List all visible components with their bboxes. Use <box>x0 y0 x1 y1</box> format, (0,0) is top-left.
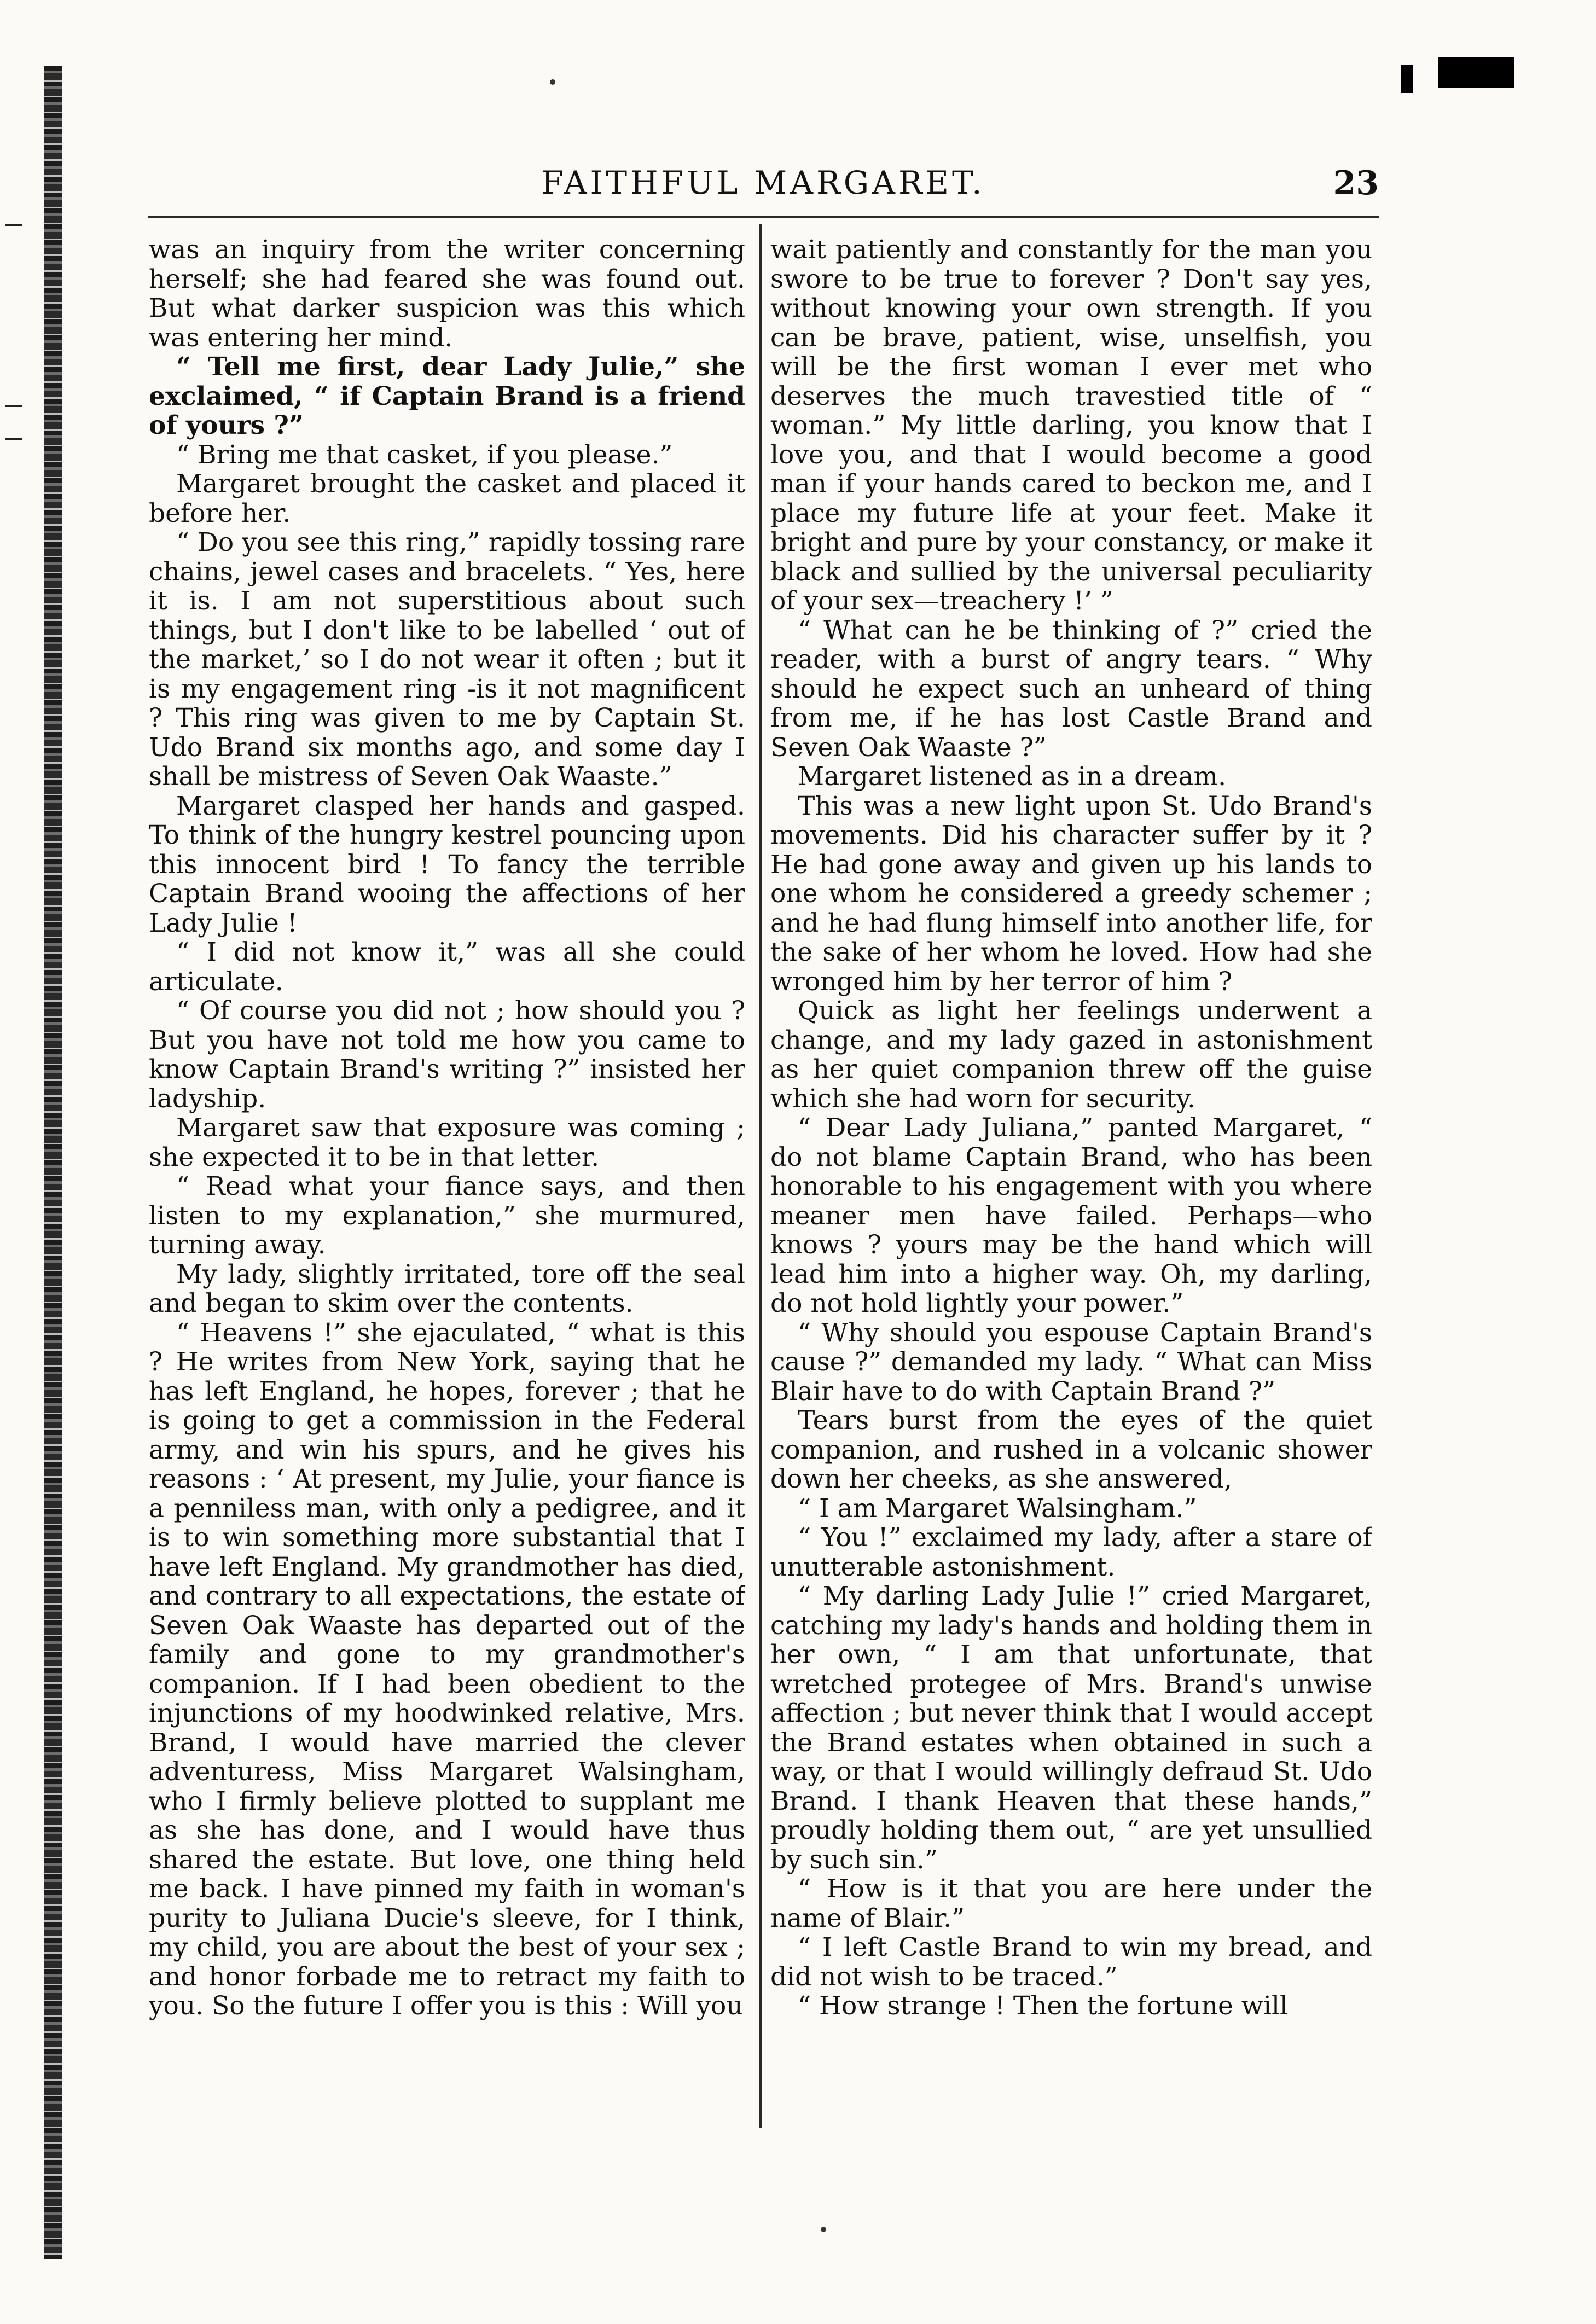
paragraph: “ Do you see this ring,” rapidly tossing rare chains, jewel cases and bracelets. “ Yes, here it is. I am not superstitious about such things, but I don't like to be labelled ‘ out of the market,’ so I do not wear it often ; but it is my engagement ring -is it not magnificent ? This ring was given to me by Captain St. Udo Brand six months ago, and some day I shall be mistress of Seven Oak Waaste.” <box>149 527 745 792</box>
margin-tick <box>5 438 22 440</box>
header-rule <box>148 216 1379 218</box>
right-column <box>770 235 1372 2128</box>
scan-mark <box>1438 57 1514 88</box>
paragraph: “ You !” exclaimed my lady, after a stare of unutterable astonishment. <box>770 1523 1372 1582</box>
paragraph: “ I am Margaret Walsingham.” <box>798 1493 1197 1524</box>
scan-speck <box>821 2227 826 2232</box>
paragraph: “ How strange ! Then the fortune will <box>798 1991 1289 2021</box>
page-number: 23 <box>1333 164 1379 202</box>
paragraph: Tears burst from the eyes of the quiet companion, and rushed in a volcanic shower down her cheeks, as she answered, <box>770 1405 1372 1494</box>
paragraph: Margaret brought the casket and placed it before her. <box>149 469 745 528</box>
paragraph: “ What can he be thinking of ?” cried the reader, with a burst of angry tears. “ Why should he expect such an unheard of thing from me, if he has lost Castle Brand and Seven Oak Waaste ?” <box>770 615 1372 763</box>
paragraph: “ Heavens !” she ejaculated, “ what is this ? He writes from New York, saying that he has left England, he hopes, forever ; that he is going to get a commission in the Federal army, and win his spurs, and he gives his reasons : ‘ At present, my Julie, your fiance is a penniless man, with only a pedigree, and it is to win something more substantial that I have left England. My grandmother has died, and contrary to all expectations, the estate of Seven Oak Waaste has departed out of the family and gone to my grandmother's companion. If I had been obedient to the injunctions of my hoodwinked relative, Mrs. Brand, I would have married the clever adventuress, Miss Margaret Walsingham, who I firmly believe plotted to supplant me as she has done, and I would have thus shared the estate. But love, one thing held me back. I have pinned my faith in woman's purity to Juliana Ducie's sleeve, for I think, my child, you are about the best of your sex ; and honor forbade me to retract my faith to you. So the future I offer you is this : Will you <box>149 1317 745 2021</box>
column-rule <box>759 224 762 2128</box>
margin-tick <box>5 224 22 226</box>
paragraph: “ Bring me that casket, if you please.” <box>176 439 673 470</box>
page-header <box>148 164 1379 213</box>
running-title: FAITHFUL MARGARET. <box>541 164 985 201</box>
paragraph: “ Of course you did not ; how should you ? But you have not told me how you came to know Captain Brand's writing ?” insisted her ladyship. <box>149 996 745 1114</box>
paragraph: Margaret listened as in a dream. <box>798 762 1227 792</box>
paragraph: Margaret clasped her hands and gasped. To think of the hungry kestrel pouncing upon this innocent bird ! To fancy the terrible Captain Brand wooing the affections of her Lady Julie ! <box>149 791 745 938</box>
paragraph: Quick as light her feelings underwent a change, and my lady gazed in astonishment as her quiet companion threw off the guise which she had worn for security. <box>770 996 1372 1114</box>
paragraph: “ Dear Lady Juliana,” panted Margaret, “ do not blame Captain Brand, who has been honorable to his engagement with you where meaner men have failed. Perhaps—who knows ? yours may be the hand which will lead him into a higher way. Oh, my darling, do not hold lightly your power.” <box>770 1113 1372 1318</box>
paragraph: “ My darling Lady Julie !” cried Margaret, catching my lady's hands and holding them in her own, “ I am that unfortunate, that wretched protegee of Mrs. Brand's unwise affection ; but never think that I would accept the Brand estates when obtained in such a way, or that I would willingly defraud St. Udo Brand. I thank Heaven that these hands,” proudly holding them out, “ are yet unsullied by such sin.” <box>770 1581 1372 1875</box>
paragraph: “ Tell me first, dear Lady Julie,” she exclaimed, “ if Captain Brand is a friend of yours ?” <box>149 352 745 440</box>
paragraph: This was a new light upon St. Udo Brand's movements. Did his character suffer by it ? He had gone away and given up his lands to one whom he considered a greedy schemer ; and he had flung himself into another life, for the sake of her whom he loved. How had she wronged him by her terror of him ? <box>770 791 1372 997</box>
scan-speck <box>550 79 555 85</box>
paragraph: “ Why should you espouse Captain Brand's cause ?” demanded my lady. “ What can Miss Blair have to do with Captain Brand ?” <box>770 1317 1372 1407</box>
paragraph: “ Read what your fiance says, and then listen to my explanation,” she murmured, turning away. <box>149 1171 745 1260</box>
binding-edge <box>44 66 62 2259</box>
paragraph: “ I did not know it,” was all she could articulate. <box>149 937 745 997</box>
paragraph: wait patiently and constantly for the man you swore to be true to forever ? Don't say yes, without knowing your own strength. If you can be brave, patient, wise, unselfish, you will be the first woman I ever met who deserves the much travestied title of “ woman.” My little darling, you know that I love you, and that I would become a good man if your hands cared to beckon me, and I place my future life at your feet. Make it bright and pure by your constancy, or make it black and sullied by the universal peculiarity of your sex—treachery !’ ” <box>770 235 1372 616</box>
scan-mark <box>1401 65 1413 93</box>
paragraph: My lady, slightly irritated, tore off the seal and began to skim over the contents. <box>149 1259 745 1318</box>
paragraph: “ I left Castle Brand to win my bread, and did not wish to be traced.” <box>770 1932 1372 1992</box>
paragraph: was an inquiry from the writer concerning herself; she had feared she was found out. But what darker suspicion was this which was entering her mind. <box>149 235 745 353</box>
left-column <box>149 235 745 2128</box>
paragraph: Margaret saw that exposure was coming ; she expected it to be in that letter. <box>149 1113 745 1172</box>
paragraph: “ How is it that you are here under the name of Blair.” <box>770 1874 1372 1933</box>
margin-tick <box>5 405 22 407</box>
